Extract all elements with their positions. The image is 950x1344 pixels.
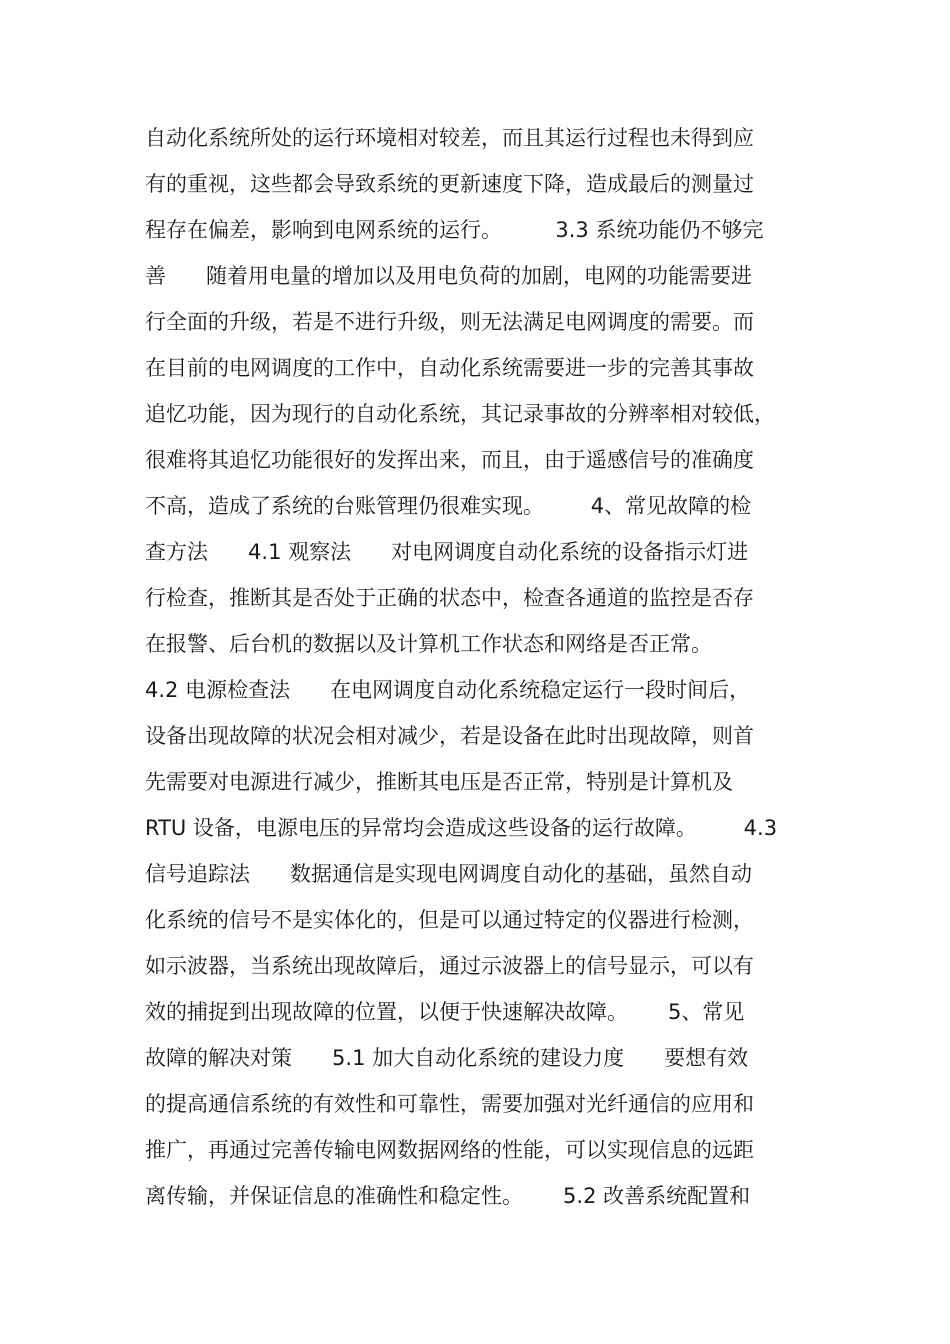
text-line: 行全面的升级，若是不进行升级，则无法满足电网调度的需要。而 [145, 310, 754, 334]
text-line: 善 随着用电量的增加以及用电负荷的加剧，电网的功能需要进 [145, 264, 753, 288]
text-line: 故障的解决对策 5.1 加大自动化系统的建设力度 要想有效 [145, 1046, 749, 1070]
text-line: 在报警、后台机的数据以及计算机工作状态和网络是否正常。 [145, 632, 712, 656]
body-text [145, 121, 815, 1225]
text-line: 设备出现故障的状况会相对减少，若是设备在此时出现故障，则首 [145, 724, 754, 748]
text-line: 如示波器，当系统出现故障后，通过示波器上的信号显示，可以有 [145, 954, 754, 978]
text-line: 自动化系统所处的运行环境相对较差，而且其运行过程也未得到应 [145, 126, 754, 150]
text-line: 查方法 4.1 观察法 对电网调度自动化系统的设备指示灯进 [145, 540, 749, 564]
text-line: 在目前的电网调度的工作中，自动化系统需要进一步的完善其事故 [145, 356, 754, 380]
text-line: 程存在偏差，影响到电网系统的运行。 3.3 系统功能仍不够完 [145, 218, 764, 242]
text-line: 4.2 电源检查法 在电网调度自动化系统稳定运行一段时间后， [145, 678, 751, 702]
text-line: 有的重视，这些都会导致系统的更新速度下降，造成最后的测量过 [145, 172, 754, 196]
text-line: 很难将其追忆功能很好的发挥出来，而且，由于遥感信号的准确度 [145, 448, 754, 472]
text-line: 先需要对电源进行减少，推断其电压是否正常，特别是计算机及 [145, 770, 733, 794]
text-line: 追忆功能，因为现行的自动化系统，其记录事故的分辨率相对较低， [145, 402, 775, 426]
text-line: 化系统的信号不是实体化的，但是可以通过特定的仪器进行检测， [145, 908, 754, 932]
text-line: 信号追踪法 数据通信是实现电网调度自动化的基础，虽然自动 [145, 862, 753, 886]
text-line: 不高，造成了系统的台账管理仍很难实现。 4、常见故障的检 [145, 494, 752, 518]
text-line: 的提高通信系统的有效性和可靠性，需要加强对光纤通信的应用和 [145, 1092, 754, 1116]
text-line: 行检查，推断其是否处于正确的状态中，检查各通道的监控是否存 [145, 586, 754, 610]
text-line: 离传输，并保证信息的准确性和稳定性。 5.2 改善系统配置和 [145, 1184, 751, 1208]
text-line: RTU 设备，电源电压的异常均会造成这些设备的运行故障。 4.3 [145, 816, 778, 840]
text-line: 效的捕捉到出现故障的位置，以便于快速解决故障。 5、常见 [145, 1000, 745, 1024]
text-line: 推广，再通过完善传输电网数据网络的性能，可以实现信息的远距 [145, 1138, 754, 1162]
